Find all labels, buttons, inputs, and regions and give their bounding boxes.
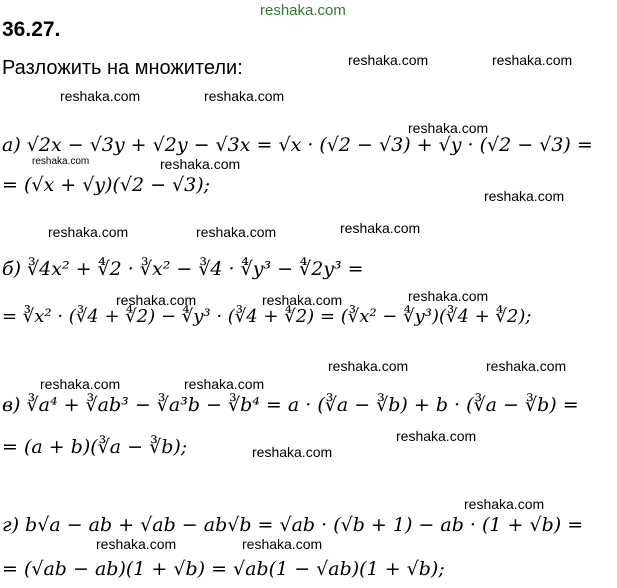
watermark: reshaka.com [96,536,177,552]
watermark: reshaka.com [328,358,409,374]
watermark: reshaka.com [492,52,573,68]
watermark: reshaka.com [486,358,567,374]
watermark: reshaka.com [184,376,265,392]
watermark: reshaka.com [408,288,489,304]
solution-a-line-1: а) √2x − √3y + √2y − √3x = √x · (√2 − √3) + √y · (√2 − √3) = [2,134,593,156]
watermark: reshaka.com [32,156,90,167]
solution-b-line-1: б) ∛4x² + ∜2 · ∛x² − ∛4 · ∜y³ − ∜2y³ = [2,258,364,280]
watermark: reshaka.com [116,292,197,308]
watermark: reshaka.com [408,120,489,136]
watermark: reshaka.com [252,444,333,460]
watermark: reshaka.com [196,224,277,240]
watermark: reshaka.com [48,224,129,240]
solution-g-line-2: = (√ab − ab)(1 + √b) = √ab(1 − √ab)(1 + √b); [2,558,445,580]
problem-number: 36.27. [2,18,61,41]
watermark: reshaka.com [40,376,121,392]
watermark: reshaka.com [204,88,285,104]
watermark: reshaka.com [340,220,421,236]
watermark: reshaka.com [262,292,343,308]
watermark: reshaka.com [396,428,477,444]
watermark: reshaka.com [242,536,323,552]
watermark: reshaka.com [484,188,565,204]
solution-g-line-1: г) b√a − ab + √ab − ab√b = √ab · (√b + 1) − ab · (1 + √b) = [2,514,584,536]
solution-v-line-1: в) ∛a⁴ + ∛ab³ − ∛a³b − ∛b⁴ = a · (∛a − ∛b) + b · (∛a − ∛b) = [2,394,579,416]
solution-a-line-2: = (√x + √y)(√2 − √3); [2,174,211,196]
watermark: reshaka.com [464,496,545,512]
solution-b-line-2: = ∛x² · (∛4 + ∜2) − ∜y³ · (∛4 + ∜2) = (∛x² − ∜y³)(∛4 + ∜2); [2,306,532,327]
watermark: reshaka.com [160,156,241,172]
task-statement: Разложить на множители: [2,57,243,79]
watermark: reshaka.com [60,88,141,104]
solution-v-line-2: = (a + b)(∛a − ∛b); [2,436,188,458]
watermark: reshaka.com [348,52,429,68]
site-watermark-top: reshaka.com [260,2,346,19]
